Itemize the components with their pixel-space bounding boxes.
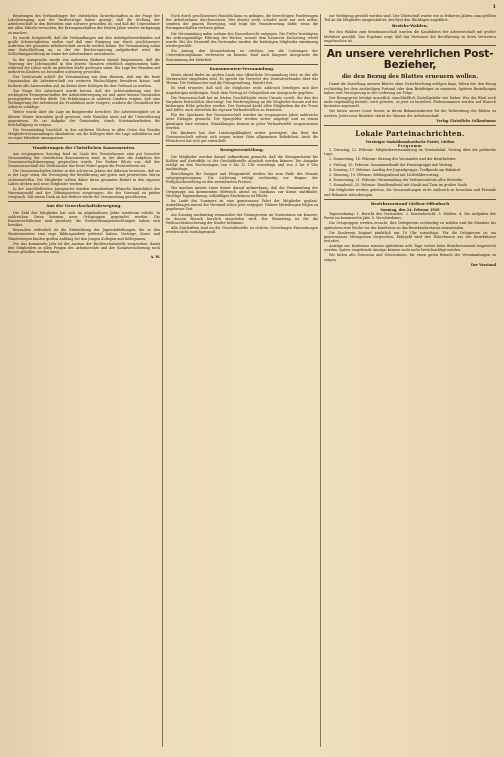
notice-signature: Verlag Christliche Volksstimme — [436, 118, 496, 123]
column-3: zur Verfügung gestellt worden sind. Der Überschuß wurde wie in früheren Jahren zum größten Teil an die Mitglieder ausgeschüttet, der Rest den Rücklagen zugeführt. Bezirks-Wahlen. Bei den Wahlen zum Bezirksausschuß wurden die Kandidaten der Arbeiterschaft mit großer Mehrheit gewählt. Das Ergebnis zeigt, daß das Vertrauen der Bevölkerung zu ihren Vertretern ungebrochen ist. An unsere verehrlichen Post-Bezieher, die den Bezug des Blattes erneuern wollen. Damit die Zustellung unseres Blattes ohne Unterbrechung erfolgen kann, bitten wir, den Bezug rechtzeitig bei dem zuständigen Postamt oder dem Briefträger zu erneuern. Spätere Bestellungen haben eine Verzögerung in der Lieferung zur Folge. Der Bezugspreis beträgt monatlich einschließlich Zustellgebühr wie bisher. Wer das Blatt noch nicht regelmäßig bezieht, wird gebeten, es jetzt zu bestellen. Probenummern werden auf Wunsch kostenlos zugesandt. Wir bitten unsere Leser ferner, in ihrem Bekanntenkreise für die Verbreitung des Blattes zu werben. Jeder neue Bezieher stärkt die Stimme der Arbeiterschaft. Verlag Christliche Volksstimme Lokale Parteinachrichten. Vereinigte Sozialdemokratische Partei, Gießen Programm 1. Dienstag, 12. Februar: Mitgliederversammlung im Vereinslokal. Vortrag über die politische Lage. 2. Donnerstag, 14. Februar: Sitzung des Vorstandes und der Bezirksleiter. 3. Freitag, 15. Februar: Zusammenkunft der Frauengruppe mit Vortrag. 4. Sonntag, 17. Februar: Ausflug der Jugendgruppe. Treffpunkt am Bahnhof. 5. Dienstag, 19. Februar: Bildungsabend mit Lichtbildervortrag. 6. Donnerstag, 21. Februar: Versammlung der Vertrauensleute aller Betriebe. 7. Sonnabend, 23. Februar: Familienabend mit Musik und Tanz im großen Saale. Die Mitglieder werden gebeten, die Veranstaltungen recht zahlreich zu besuchen und Freunde und Bekannte mitzubringen. Bezirksvorstand Gießen-Offenbach Sonntag, den 24. Februar 1929 Tagesordnung: 1. Bericht des Vorstandes. 2. Kassenbericht. 3. Wahlen. 4. Die Aufgaben der Partei im kommenden Jahr. 5. Verschiedenes. Die Ortsgruppen werden ersucht, ihre Delegierten rechtzeitig zu wählen und die Mandate bis spätestens eine Woche vor der Konferenz an das Bezirkssekretariat einzusenden. Die Konferenz beginnt pünktlich um 10 Uhr vormittags. Für die Delegierten ist ein gemeinsames Mittagessen vorgesehen. Fahrgeld wird den Teilnehmern aus der Bezirkskasse erstattet. Anträge zur Konferenz müssen spätestens acht Tage vorher beim Bezirksvorstand eingereicht werden. Später eingehende Anträge können nicht mehr berücksichtigt werden. Wir bitten alle Genossen und Genossinnen, für einen guten Besuch der Versammlungen zu sorgen. Der Vorstand — [324, 14, 496, 267]
column-1: Beratungen des Verbandstages der christlichen Gewerkschaften in der Frage der Lohnbewegung und der Tarifverträge haben gezeigt, daß die Stellung der Arbeiterschaft in den Betrieben eine schwere geworden ist, und daß die Unternehmer mit allen Mitteln versuchen, die Errungenschaften der letzten Jahre wieder rückgängig zu machen. Es wurde festgestellt, daß die Verhandlungen mit den Arbeitgeberverbänden auf große Schwierigkeiten stoßen und daß eine Einigung nur durch geschlossenes Auftreten der gesamten Arbeiterschaft erreicht werden könne. Die Versammlung nahm eine Entschließung an, in der die Reichsregierung aufgefordert wird, die Schlichtungsordnung im Sinne der Arbeitnehmer auszubauen. In der Aussprache wurde von mehreren Rednern darauf hingewiesen, daß die Teuerung der Lebensmittel in den letzten Monaten erheblich zugenommen habe, während die Löhne nicht im gleichen Maße gestiegen seien. Die Lage der Familien mit mehreren Kindern sei besonders schwierig geworden. Der Vorsitzende schloß die Versammlung mit dem Hinweis, daß nur die feste Organisation die Arbeiterschaft vor weiteren Rückschlägen bewahren könne, und forderte alle Anwesenden auf, im Kreise ihrer Kollegen für den Verband zu werben. Zur Frage der Arbeitszeit wurde betont, daß der Achtstundentag eine der wichtigsten Errungenschaften der Arbeiterbewegung sei und unter keinen Umständen preisgegeben werden dürfe. Die Erfahrungen in anderen Ländern zeigten, daß eine Verlängerung der Arbeitszeit die Produktion nicht steigere, sondern die Gesundheit der Arbeiter schädige. Weiter wurde über die Lage im Baugewerbe berichtet. Die Arbeitslosigkeit sei in diesem Winter besonders groß gewesen; viele Familien seien auf die Unterstützung angewiesen. Es sei Aufgabe der Gemeinden, durch Notstandsarbeiten für Beschäftigung zu sorgen. Die Versammlung beschloß, in den nächsten Wochen in allen Orten des Bezirks Mitgliederversammlungen abzuhalten, um die Kollegen über die Lage aufzuklären und zu reger Mitarbeit anzuspornen. Wanderungen der Christlichen Konsumenten. Am vergangenen Sonntag fand im Saale des Vereinshauses eine gut besuchte Versammlung der christlichen Konsumenten statt, in der über die Aufgaben der Genossenschaftsbewegung gesprochen wurde. Der Redner führte aus, daß der Zusammenschluß der Verbraucher das beste Mittel gegen die Preistreiberei sei. Die Genossenschaften hätten in den schweren Jahren der Inflation bewiesen, daß sie in der Lage seien, die Versorgung der Bevölkerung mit guten und preiswerten Waren sicherzustellen. Die Mitglieder sollten daher ihren gesamten Bedarf in den eigenen Läden decken und neue Mitglieder werben. In der anschließenden Aussprache wurden verschiedene Wünsche hinsichtlich der Warenauswahl und der Öffnungszeiten vorgetragen, die der Vorstand zu prüfen versprach. Mit einem Dank an den Redner wurde die Versammlung geschlossen. Aus der Gewerkschaftsbewegung. Die Zahl der Mitglieder hat sich im abgelaufenen Jahre wiederum erhöht. In zahlreichen Orten konnten neue Ortsgruppen gegründet werden. Die Kassenverhältnisse sind geordnet; die Unterstützungseinrichtungen haben sich bewährt. Besonders erfreulich ist die Entwicklung der Jugendabteilungen, die in den Wintermonaten eine rege Bildungsarbeit geleistet haben. Vorträge, Kurse und Wanderungen fanden großen Anklang bei den jungen Kollegen und Kolleginnen. Für das kommende Jahr ist der Ausbau der Rechtsschutzstelle vorgesehen, damit den Mitgliedern in allen Fragen des Arbeitsrechts und der Sozialversicherung noch besser geholfen werden kann. A. W. — [8, 14, 160, 260]
col1-heading-2: Aus der Gewerkschaftsbewegung. — [46, 203, 122, 209]
meeting-date: Sonntag, den 24. Februar 1929 — [380, 207, 440, 212]
col3-heading-1: Bezirks-Wahlen. — [391, 23, 429, 29]
section-subtitle: Vereinigte Sozialdemokratische Partei, Gießen — [365, 139, 455, 144]
headline-line-2: die den Bezug des Blattes erneuern wollen. — [341, 73, 479, 80]
column-2: Noch durch geschlossenes Handeln kann es gelingen, die berechtigten Forderungen der Arbeitnehmer durchzusetzen. Wer abseits steht, schadet nicht nur sich selbst, sondern der ganzen Bewegung, und trägt die Verantwortung dafür, wenn die Errungenschaften verloren gehen. Die Versammlung nahm sodann den Kassenbericht entgegen. Die Prüfer bestätigten die ordnungsmäßige Führung der Bücher, worauf dem Kassierer Entlastung erteilt wurde. Bei der Neuwahl des Vorstandes wurden die bisherigen Mitglieder einstimmig wiedergewählt. Ein Antrag, den Monatsbeitrag zu erhöhen, um die Leistungen der Unterstützungskasse verbessern zu können, fand nach längerer Aussprache die Zustimmung der Mehrheit. Konsumenten-Versammlung. Heute abend findet im großen Saale eine öffentliche Versammlung statt, zu der alle Verbraucher eingeladen sind. Es spricht ein Vertreter des Zentralverbandes über das Thema: Die Verbraucher und die Preisgestaltung. Eintritt frei. Es wird erwartet, daß sich die Mitglieder recht zahlreich beteiligen und ihre Angehörigen mitbringen. Nach dem Vortrag ist Gelegenheit zur Aussprache gegeben. Die Genossenschaft hat im letzten Geschäftsjahr einen Umsatz erzielt, der den des Vorjahres beträchtlich übersteigt. Die Rückvergütung an die Mitglieder konnte auf der bisherigen Höhe gehalten werden. Der Vorstand dankt allen Mitgliedern für die Treue und bittet, auch weiterhin die eigenen Verkaufsstellen zu benutzen. Für die Sparkasse der Genossenschaft wurden im vergangenen Jahre zahlreiche neue Einlagen gemacht. Die Spargelder werden sicher angelegt und zu einem günstigen Satz verzinst. Einzahlungen können in jeder Verkaufsstelle vorgenommen werden. Die Bäckerei hat ihre Leistungsfähigkeit weiter gesteigert; das Brot der Genossenschaft erfreut sich wegen seiner Güte allgemeiner Beliebtheit. Auch die Fleischerei hat sich gut entwickelt. Bezugsvermittlung. Die Mitglieder werden darauf aufmerksam gemacht, daß die Bezugsscheine für Kohlen und Kartoffeln in der Geschäftsstelle abgeholt werden können. Die Ausgabe erfolgt an den Wochentagen von 9 bis 12 Uhr vormittags und von 3 bis 6 Uhr nachmittags. Bestellungen für Saatgut und Düngemittel werden bis zum Ende des Monats entgegengenommen. Die Lieferung erfolgt rechtzeitig vor Beginn der Frühjahrsbestellung zu den vereinbarten Preisen. Wir machen unsere Leser ferner darauf aufmerksam, daß die Versammlung der Ortsgruppe am kommenden Mittwoch abend im Gasthaus zur Krone stattfindet. Wichtige Tagesordnung; vollzähliges Erscheinen ist Pflicht. Im Laufe des Sommers ist eine gemeinsame Fahrt der Mitglieder geplant. Anmeldungen nimmt der Vorstand schon jetzt entgegen. Nähere Mitteilungen folgen zu gegebener Zeit. Am Sonntag nachmittag veranstaltet der Gesangverein im Vereinshaus ein Konzert, zu dessen Besuch herzlich eingeladen wird. Der Reinertrag ist für die Weihnachtsbescherung der Kinder bestimmt. Alle Zuschriften sind an die Geschäftsstelle zu richten. Unverlangte Einsendungen werden nicht zurückgesandt. — [166, 14, 318, 235]
headline-line-1: An unsere verehrlichen Post-Bezieher, — [326, 47, 494, 71]
page-number: 1 — [492, 4, 496, 10]
org-heading: Bezirksvorstand Gießen-Offenbach — [370, 200, 450, 206]
col1-heading-1: Wanderungen der Christlichen Konsumenten. — [32, 144, 136, 150]
column-rule — [320, 14, 321, 747]
section-program: Programm — [397, 144, 423, 148]
column-rule — [162, 14, 163, 747]
col2-heading-2: Bezugsvermittlung. — [219, 147, 265, 153]
closing-signature: Der Vorstand — [471, 262, 496, 267]
section-title: Lokale Parteinachrichten. — [355, 128, 465, 138]
col2-heading-1: Konsumenten-Versammlung. — [209, 65, 275, 71]
